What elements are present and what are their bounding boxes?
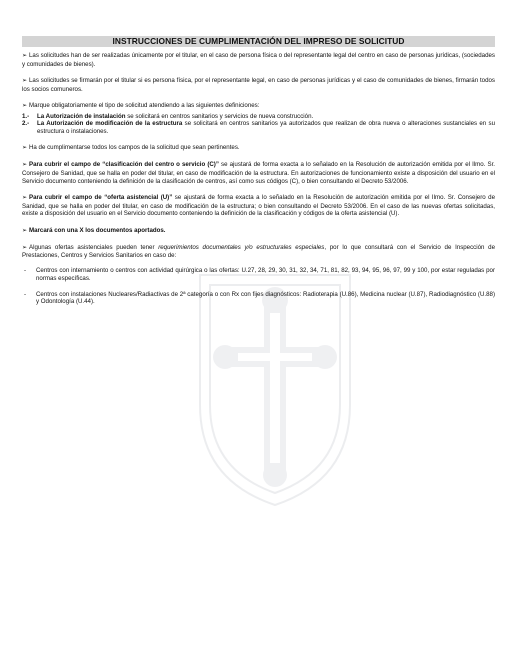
paragraph-text: Ha de cumplimentarse todos los campos de la solicitud que sean pertinentes.	[29, 144, 240, 152]
paragraph-text: Algunas ofertas asistenciales pueden tener	[29, 243, 159, 251]
definition-number: 1.-	[22, 112, 30, 120]
paragraph-classification-field	[22, 161, 495, 185]
definition-text	[37, 113, 495, 121]
paragraph-signature-rule	[22, 77, 495, 93]
paragraph-text: se ajustará de forma exacta a lo señalado en la Resolución de autorización emitida por el Ilmo. Sr. Consejero de Sanidad, que se halla en poder del titular, en caso de modificación de la estructura. En autorizaciones de funcionamiento existe a disposición del usuario en el Servicio documento conteniendo la definición de la clasificación de centros, así como sus códigos (C), o bien consultando el Decreto 53/2006.	[22, 161, 495, 185]
paragraph-special-requirements	[22, 244, 495, 260]
arrow-bullet-icon: ➢	[22, 77, 28, 84]
paragraph-text-bold: Marcará con una X los documentos aportados.	[29, 226, 166, 234]
definitions-list	[22, 113, 495, 136]
paragraph-text: Las solicitudes han de ser realizadas únicamente por el titular, en el caso de persona física o del representante legal del centro en caso de personas jurídicas, (sociedades y comunidades de bienes).	[22, 52, 495, 68]
paragraph-text-italic: requerimientos documentales y/o estructurales especiales	[158, 243, 325, 251]
definition-text	[37, 120, 495, 135]
paragraph-signer-requirement	[22, 52, 495, 68]
bullet-dash: -	[24, 267, 27, 275]
paragraph-request-type	[22, 102, 495, 111]
bullet-dash: -	[24, 290, 27, 298]
arrow-bullet-icon: ➢	[22, 194, 28, 201]
instructions-title: INSTRUCCIONES DE CUMPLIMENTACIÓN DEL IMPRESO DE SOLICITUD	[22, 36, 495, 47]
paragraph-fill-fields	[22, 144, 495, 153]
definition-item-installation	[22, 113, 495, 121]
arrow-bullet-icon: ➢	[22, 227, 28, 234]
arrow-bullet-icon: ➢	[22, 162, 28, 169]
list-item	[22, 267, 495, 282]
definition-number: 2.-	[22, 120, 30, 128]
arrow-bullet-icon: ➢	[22, 244, 28, 251]
arrow-bullet-icon: ➢	[22, 145, 28, 152]
arrow-bullet-icon: ➢	[22, 102, 28, 109]
paragraph-mark-documents	[22, 227, 495, 236]
instructions-page	[22, 36, 495, 314]
paragraph-lead-bold: Para cubrir el campo de “oferta asistencial (U)”	[29, 193, 173, 201]
paragraph-text: , por lo que consultará con el Servicio de Inspección de Prestaciones, Centros y Servicios Sanitarios en caso de:	[22, 243, 495, 260]
paragraph-text: Las solicitudes se firmarán por el titular si es persona física, por el representante legal, en caso de personas jurídicas y el caso de comunidades de bienes, firmarán todos los socios comuneros.	[22, 76, 495, 93]
special-cases-list	[22, 267, 495, 306]
definition-term: La Autorización de instalación	[37, 112, 126, 120]
arrow-bullet-icon: ➢	[22, 53, 28, 59]
definition-description: se solicitará en centros sanitarios ya autorizados que realizan de obra nueva o alteraciones sustanciales en su estructura o instalaciones.	[37, 120, 496, 135]
list-item	[22, 291, 495, 306]
definition-term: La Autorización de modificación de la estructura	[37, 120, 183, 128]
list-item-text: Centros con instalaciones Nucleares/Radiactivas de 2ª categoría o con Rx con fijes diagnósticos: Radioterapia (U.86), Medicina nuclear (U.87), Radiodiagnóstico (U.88) y Odontología (U.44).	[36, 290, 495, 306]
paragraph-text: Marque obligatoriamente el tipo de solicitud atendiendo a las siguientes definiciones:	[29, 101, 260, 109]
definition-description: se solicitará en centros sanitarios y servicios de nueva construcción.	[125, 112, 314, 120]
paragraph-lead-bold: Para cubrir el campo de “clasificación del centro o servicio (C)”	[29, 161, 219, 169]
paragraph-care-offer-field	[22, 194, 495, 218]
list-item-text: Centros con internamiento o centros con actividad quirúrgica o las ofertas: U.27, 28, 29, 30, 31, 32, 34, 71, 81, 82, 93, 94, 95, 96, 97, 99 y 100, por estar reguladas por normas específicas.	[36, 267, 495, 282]
definition-item-modification	[22, 120, 495, 135]
paragraph-text: se ajustará de forma exacta a lo señalado en la Resolución de autorización emitida por el Ilmo. Sr. Consejero de Sanidad, que se halla en poder del titular, en caso de modificación de la estructura; o bien consultando el Decreto 53/2006. En el caso de las nuevas ofertas solicitadas, existe a disposición del usuario en el Servicio documento conteniendo la definición de la clasificación y códigos de la oferta asistencial (U).	[22, 193, 495, 218]
